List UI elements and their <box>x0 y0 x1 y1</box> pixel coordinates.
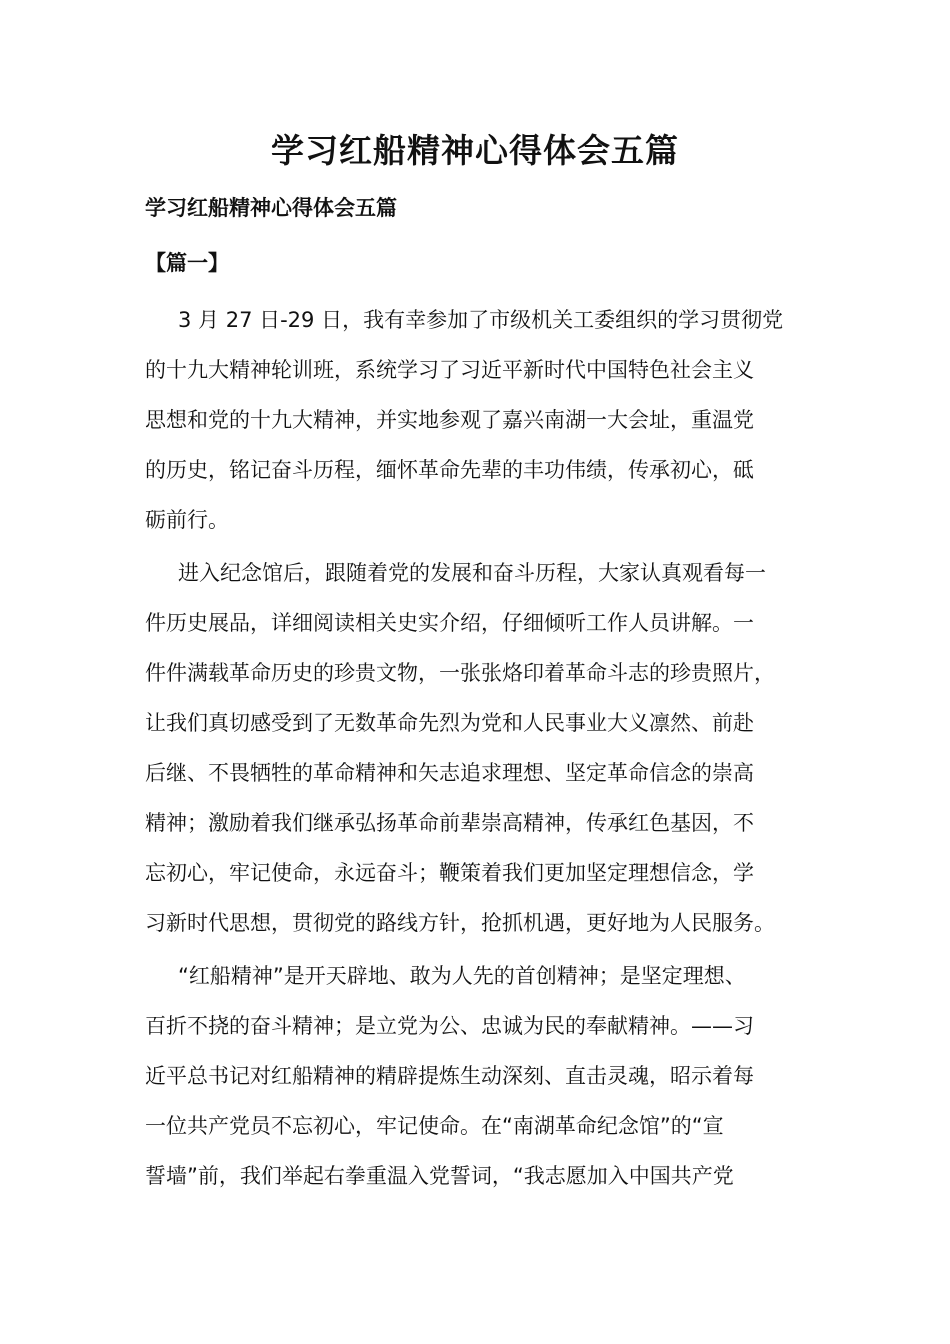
paragraph-line: 让我们真切感受到了无数革命先烈为党和人民事业大义凛然、前赴 <box>145 711 754 735</box>
paragraph-line: 忘初心，牢记使命，永远奋斗；鞭策着我们更加坚定理想信念，学 <box>145 861 754 885</box>
paragraph-line: 誓墙”前，我们举起右拳重温入党誓词，“我志愿加入中国共产党 <box>145 1164 734 1188</box>
paragraph-2 <box>145 548 810 948</box>
paragraph-line: 百折不挠的奋斗精神；是立党为公、忠诚为民的奉献精神。——习 <box>145 1014 754 1038</box>
section-label: 【篇一】 <box>145 251 229 275</box>
paragraph-line: 砺前行。 <box>145 508 229 532</box>
paragraph-line: 件件满载革命历史的珍贵文物，一张张烙印着革命斗志的珍贵照片， <box>145 661 775 685</box>
paragraph-line: 思想和党的十九大精神，并实地参观了嘉兴南湖一大会址，重温党 <box>145 408 754 432</box>
paragraph-line: 的历史，铭记奋斗历程，缅怀革命先辈的丰功伟绩，传承初心，砥 <box>145 458 754 482</box>
paragraph-line: 近平总书记对红船精神的精辟提炼生动深刻、直击灵魂，昭示着每 <box>145 1064 754 1088</box>
paragraph-line: 精神；激励着我们继承弘扬革命前辈崇高精神，传承红色基因，不 <box>145 811 754 835</box>
paragraph-1 <box>145 295 810 545</box>
paragraph-line: 习新时代思想，贯彻党的路线方针，抢抓机遇，更好地为人民服务。 <box>145 911 775 935</box>
document-title: 学习红船精神心得体会五篇 <box>271 131 679 170</box>
paragraph-3 <box>145 951 810 1201</box>
paragraph-line: 进入纪念馆后，跟随着党的发展和奋斗历程，大家认真观看每一 <box>178 561 766 585</box>
paragraph-line: 件历史展品，详细阅读相关史实介绍，仔细倾听工作人员讲解。一 <box>145 611 754 635</box>
paragraph-line: 后继、不畏牺牲的革命精神和矢志追求理想、坚定革命信念的崇高 <box>145 761 754 785</box>
paragraph-line: 3 月 27 日-29 日，我有幸参加了市级机关工委组织的学习贯彻党 <box>178 308 784 332</box>
document-subtitle: 学习红船精神心得体会五篇 <box>145 196 397 220</box>
paragraph-line: 的十九大精神轮训班，系统学习了习近平新时代中国特色社会主义 <box>145 358 754 382</box>
paragraph-line: “红船精神”是开天辟地、敢为人先的首创精神；是坚定理想、 <box>178 964 746 988</box>
paragraph-line: 一位共产党员不忘初心，牢记使命。在“南湖革命纪念馆”的“宣 <box>145 1114 724 1138</box>
